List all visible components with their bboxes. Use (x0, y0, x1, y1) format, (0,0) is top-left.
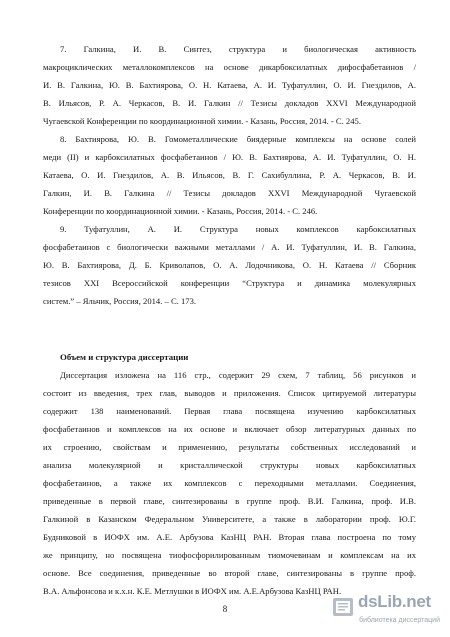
para1-line-8: приведенные в первой главе, синтезированы в группе проф. В.И. Галкина, проф. И.В. (43, 496, 416, 506)
ref8-line-4: Галкин, И. В. Галкина // Тезисы докладов XXVI Международной Чугаевской (43, 188, 416, 198)
ref8-line-3: Катаева, О. И. Гнездилов, А. В. Ильясов, В. Г. Сахибуллина, Р. А. Черкасов, В. И. (43, 170, 416, 180)
ref7-line-5: Чугаевской Конференции по координационной химии. - Казань, Россия, 2014. - С. 245. (43, 116, 361, 126)
ref9-line-3: Ю. В. Бахтиярова, Д. Б. Криволапов, О. А. Лодочникова, О. Н. Катаева // Сборник (43, 260, 416, 270)
ref9-line-4: тезисов XXI Всероссийской конференции “Структура и динамика молекулярных (43, 278, 416, 288)
para1-line-3: содержит 138 наименований. Первая глава посвящена изучению карбоксилатных (43, 406, 416, 416)
ref9-line-5: систем.” – Яльчик, Россия, 2014. – С. 173. (43, 296, 197, 306)
ref7-line-2: макроциклических металлокомплексов на основе дикарбоксилатных дифосфабетаинов / (43, 62, 416, 72)
ref8-line-1: 8. Бахтиярова, Ю. В. Гомометаллические биядерные комплексы на основе солей (60, 134, 416, 144)
watermark-subtitle: библиотека диссертаций (359, 617, 440, 624)
para1-line-6: анализа молекулярной и кристаллической структуры новых карбоксилатных (43, 460, 416, 470)
page-number: 8 (222, 604, 228, 614)
para1-line-9: Галкиной в Казанском Федеральном Университете, а также в лаборатории проф. Ю.Г. (43, 514, 416, 524)
para1-line-7: фосфабетаинов, а также их комплексов с переходными металлами. Соединения, (43, 478, 416, 488)
para1-line-2: состоит из введения, трех глав, выводов и приложения. Список цитируемой литературы (43, 388, 416, 398)
para1-line-10: Будниковой в ИОФХ им. А.Е. Арбузова КазНЦ РАН. Вторая глава построена по тому (43, 532, 416, 542)
ref8-line-2: меди (II) и карбоксилатных фосфабетаинов / Ю. В. Бахтиярова, А. И. Туфатуллин, О. Н. (43, 152, 416, 162)
ref8-line-5: Конференции по координационной химии. - Казань, Россия, 2014. - С. 246. (43, 206, 318, 216)
watermark (330, 591, 440, 629)
ref7-line-1: 7. Галкина, И. В. Синтез, структура и биологическая активность (60, 44, 416, 54)
ref9-line-1: 9. Туфатуллин, А. И. Структура новых комплексов карбоксилатных (60, 224, 416, 234)
ref9-line-2: фосфабетаинов с биологически важными металлами / А. И. Туфатуллин, И. В. Галкина, (43, 242, 416, 252)
para1-line-4: фосфабетаинов и комплексов на их основе и включает обзор литературных данных по (43, 424, 416, 434)
ref7-line-3: И. В. Галкина, Ю. В. Бахтиярова, О. Н. Катаева, А. И. Туфатуллин, О. И. Гнездилов, А. (43, 80, 416, 90)
para1-line-12: основе. Все соединения, приведенные во второй главе, синтезированы в группе проф. (43, 568, 416, 578)
watermark-logo: dsLib.net (358, 592, 431, 611)
para1-line-1: Диссертация изложена на 116 стр., содержит 29 схем, 7 таблиц, 56 рисунков и (60, 370, 416, 380)
ref7-line-4: В. Ильясов, Р. А. Черкасов, В. И. Галкин // Тезисы докладов XXVI Международной (43, 98, 416, 108)
section-heading: Объем и структура диссертации (60, 352, 189, 362)
para1-line-13: В.А. Альфонсова и к.х.н. К.Е. Метлушки в ИОФХ им. А.Е.Арбузова КазНЦ РАН. (43, 586, 342, 596)
para1-line-11: же принципу, но посвящена тиофосфорилированным тиомочевинам и комплексам на их (43, 550, 416, 560)
para1-line-5: их строению, свойствам и применению, результаты собственных исследований и (43, 442, 416, 452)
